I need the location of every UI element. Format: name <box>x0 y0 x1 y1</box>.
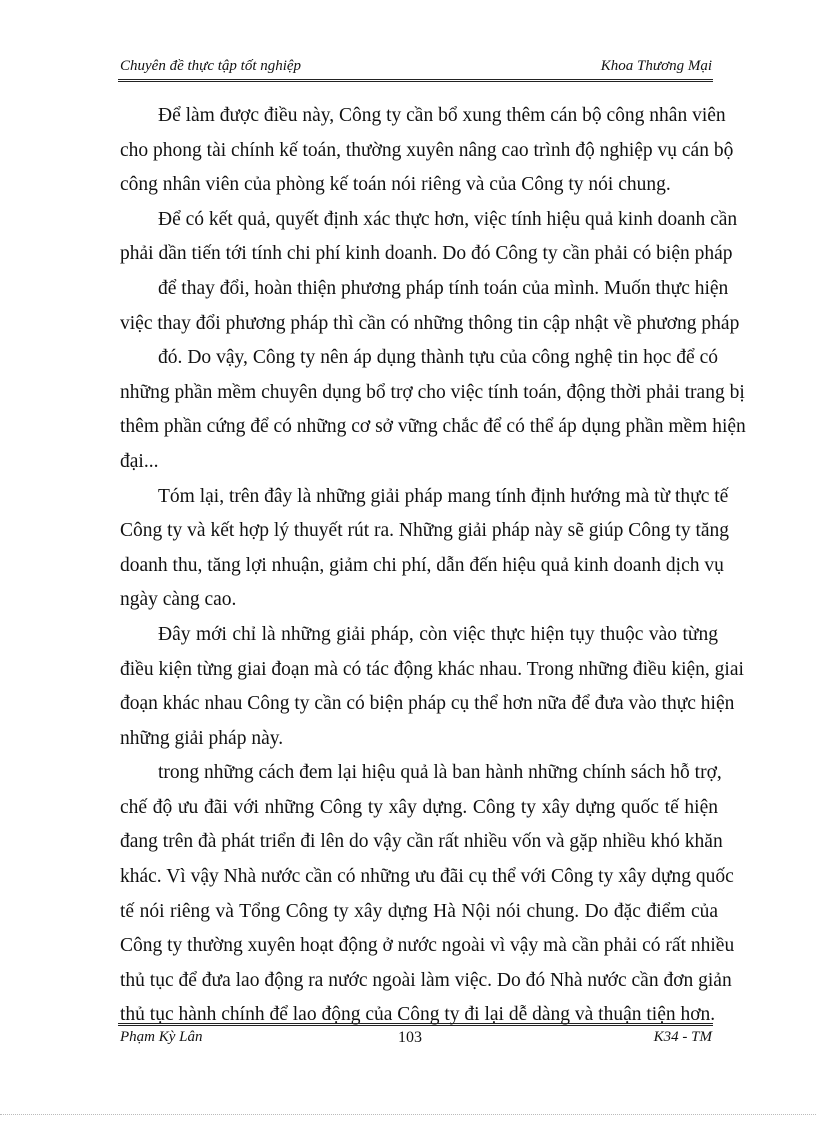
header-title: Chuyên đề thực tập tốt nghiệp <box>120 58 302 74</box>
text-line: chế độ ưu đãi với những Công ty xây dựng. Công ty xây dựng quốc tế hiện <box>120 796 718 818</box>
text-line: trong những cách đem lại hiệu quả là ban hành những chính sách hỗ trợ, <box>158 762 722 784</box>
text-line: Công ty thường xuyên hoạt động ở nước ngoài vì vậy mà cần phải có rất nhiều <box>120 935 735 957</box>
text-line: đoạn khác nhau Công ty cần có biện pháp cụ thể hơn nữa để đưa vào thực hiện <box>120 693 735 715</box>
page-number: 103 <box>398 1029 422 1046</box>
text-line: công nhân viên của phòng kế toán nói riêng và của Công ty nói chung. <box>120 174 671 196</box>
footer-author: Phạm Kỳ Lân <box>120 1029 203 1045</box>
text-line: Để có kết quả, quyết định xác thực hơn, việc tính hiệu quả kinh doanh cần <box>158 208 738 230</box>
text-line: điều kiện từng giai đoạn mà có tác động khác nhau. Trong những điều kiện, giai <box>120 658 744 680</box>
text-line: đang trên đà phát triển đi lên do vậy cần rất nhiều vốn và gặp nhiều khó khăn <box>120 831 723 853</box>
text-line: đại... <box>120 450 159 472</box>
text-line: doanh thu, tăng lợi nhuận, giảm chi phí, dẫn đến hiệu quả kinh doanh dịch vụ <box>120 554 724 576</box>
text-line: khác. Vì vậy Nhà nước cần có những ưu đãi cụ thể với Công ty xây dựng quốc <box>120 866 734 888</box>
text-line: thêm phần cứng để có những cơ sở vững chắc để có thể áp dụng phần mềm hiện <box>120 416 746 438</box>
text-line: thủ tục hành chính để lao động của Công ty đi lại dễ dàng và thuận tiện hơn. <box>120 1004 716 1026</box>
page-header <box>120 58 712 78</box>
text-line: để thay đổi, hoàn thiện phương pháp tính toán của mình. Muốn thực hiện <box>158 277 729 299</box>
header-divider <box>118 79 713 82</box>
text-line: việc thay đổi phương pháp thì cần có những thông tin cập nhật về phương pháp <box>120 312 740 334</box>
text-line: Công ty và kết hợp lý thuyết rút ra. Những giải pháp này sẽ giúp Công ty tăng <box>120 520 730 542</box>
text-line: phải dần tiến tới tính chi phí kinh doanh. Do đó Công ty cần phải có biện pháp <box>120 243 733 265</box>
footer-class: K34 - TM <box>653 1029 712 1045</box>
text-line: thủ tục để đưa lao động ra nước ngoài làm việc. Do đó Nhà nước cần đơn giản <box>120 969 732 991</box>
text-line: tế nói riêng và Tổng Công ty xây dựng Hà Nội nói chung. Do đặc điểm của <box>120 900 718 922</box>
body-text <box>120 99 746 1033</box>
footer-divider <box>118 1023 713 1026</box>
text-line: những phần mềm chuyên dụng bổ trợ cho việc tính toán, động thời phải trang bị <box>120 381 745 403</box>
text-line: ngày càng cao. <box>120 589 237 611</box>
text-line: cho phong tài chính kế toán, thường xuyên nâng cao trình độ nghiệp vụ cán bộ <box>120 139 734 161</box>
text-line: Tóm lại, trên đây là những giải pháp mang tính định hướng mà từ thực tế <box>158 485 729 507</box>
text-line: đó. Do vậy, Công ty nên áp dụng thành tựu của công nghệ tin học để có <box>158 347 718 369</box>
text-line: Đây mới chỉ là những giải pháp, còn việc thực hiện tụy thuộc vào từng <box>158 623 718 645</box>
text-line: Để làm được điều này, Công ty cần bổ xung thêm cán bộ công nhân viên <box>158 105 726 126</box>
header-department: Khoa Thương Mại <box>600 58 712 74</box>
page-footer <box>120 1029 712 1051</box>
text-line: những giải pháp này. <box>120 727 284 749</box>
page-edge <box>0 1114 816 1115</box>
